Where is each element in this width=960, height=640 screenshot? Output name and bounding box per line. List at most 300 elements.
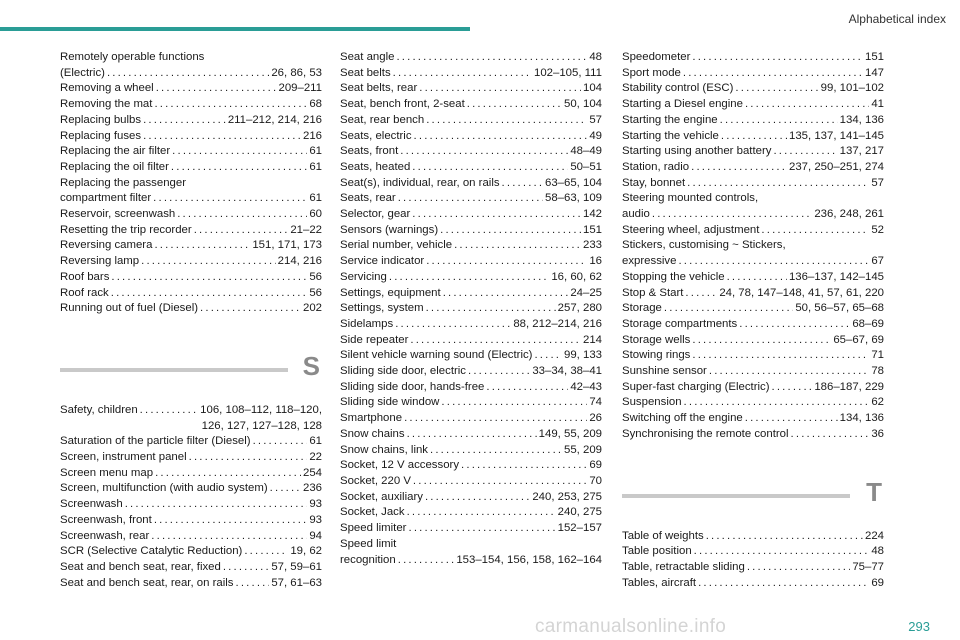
index-entry-pages: 52	[871, 223, 884, 236]
index-entry	[340, 238, 602, 254]
page-header-title: Alphabetical index	[848, 12, 946, 26]
dot-leader	[430, 443, 562, 459]
index-entry-label: Saturation of the particle filter (Diesel)	[60, 435, 251, 448]
dot-leader	[727, 270, 787, 286]
dot-leader	[791, 427, 870, 443]
index-entry	[60, 160, 322, 176]
dot-leader	[400, 144, 568, 160]
index-entry-pages: 61	[309, 145, 322, 158]
index-entry-label: Running out of fuel (Diesel)	[60, 302, 199, 315]
dot-leader	[440, 223, 581, 239]
dot-leader	[461, 458, 587, 474]
index-entry-label: Serial number, vehicle	[340, 239, 453, 252]
index-entry	[622, 317, 884, 333]
index-entry-label: Sunshine sensor	[622, 365, 707, 378]
index-entry	[622, 160, 884, 176]
dot-leader	[412, 160, 568, 176]
index-entry-label: Servicing	[340, 270, 387, 283]
index-entry-pages: 147	[864, 66, 884, 79]
dot-leader	[143, 129, 301, 145]
index-entry-label: Synchronising the remote control	[622, 427, 789, 440]
index-entry-label: Seats, heated	[340, 160, 411, 173]
index-entry-pages: 24–25	[570, 286, 602, 299]
index-entry-label: Removing a wheel	[60, 82, 154, 95]
index-entry-label: Storage compartments	[622, 317, 738, 330]
dot-leader	[177, 207, 307, 223]
index-entry-label: Stopping the vehicle	[622, 270, 725, 283]
index-entry-pages: 57	[871, 176, 884, 189]
index-entry-pages: 41	[871, 98, 884, 111]
index-entry	[340, 270, 602, 286]
index-entry-pages: 257, 280	[557, 302, 602, 315]
index-entry-pages: 75–77	[852, 560, 884, 573]
dot-leader	[407, 427, 537, 443]
index-entry-pages: 240, 253, 275	[532, 490, 602, 503]
index-entry	[60, 497, 322, 513]
index-entry-pages: 24, 78, 147–148, 41, 57, 61, 220	[719, 286, 884, 299]
index-entry	[60, 207, 322, 223]
index-entry-pages: 236	[302, 482, 322, 495]
index-entry	[340, 160, 602, 176]
index-entry-label: Screen, multifunction (with audio system)	[60, 482, 268, 495]
index-entry	[340, 254, 602, 270]
dot-leader	[692, 333, 831, 349]
index-entry	[622, 129, 884, 145]
index-entry-label: Seat(s), individual, rear, on rails	[340, 176, 500, 189]
index-entry-pages: 60	[309, 208, 322, 221]
index-entry-label: Seat, rear bench	[340, 113, 425, 126]
index-entry-label: Roof rack	[60, 286, 109, 299]
index-entry-pages: 57, 61–63	[271, 576, 322, 589]
dot-leader	[467, 97, 562, 113]
index-entry-label: Resetting the trip recorder	[60, 223, 192, 236]
index-entry-pages: 16, 60, 62	[551, 270, 602, 283]
index-entry-label: Snow chains, link	[340, 443, 429, 456]
index-entry-pages: 70	[589, 474, 602, 487]
index-entry	[622, 395, 884, 411]
dot-leader	[155, 466, 301, 482]
index-entry	[622, 81, 884, 97]
index-entry-pages: 202	[302, 302, 322, 315]
index-entry-label: Speed limiter	[340, 522, 407, 535]
dot-leader	[426, 301, 556, 317]
dot-leader	[698, 576, 869, 592]
index-entry	[622, 411, 884, 427]
index-entry-pages: 233	[582, 239, 602, 252]
index-entry	[622, 364, 884, 380]
index-entry-pages: 211–212, 214, 216	[227, 113, 322, 126]
index-entry	[340, 223, 602, 239]
index-entry	[60, 513, 322, 529]
index-entry-label: Settings, equipment	[340, 286, 441, 299]
dot-leader	[745, 97, 869, 113]
dot-leader	[773, 144, 837, 160]
dot-leader	[143, 113, 226, 129]
index-entry	[622, 380, 884, 396]
index-entry-heading: Remotely operable functions	[60, 51, 205, 63]
index-entry-label: Screenwash, front	[60, 513, 152, 526]
dot-leader	[425, 490, 530, 506]
index-entry-pages: 48	[589, 51, 602, 63]
dot-leader	[111, 286, 308, 302]
index-entry-label: Socket, Jack	[340, 506, 405, 519]
index-entry-pages: 134, 136	[839, 412, 884, 425]
index-entry-pages: 106, 108–112, 118–120,	[200, 403, 322, 416]
index-entry-label: Reservoir, screenwash	[60, 208, 176, 221]
index-entry	[622, 223, 884, 239]
index-entry-heading: Steering mounted controls,	[622, 192, 759, 205]
index-entry-pages: 224	[864, 529, 884, 542]
index-entry	[60, 481, 322, 497]
index-entry	[340, 333, 602, 349]
index-entry	[622, 544, 884, 560]
dot-leader	[111, 270, 307, 286]
index-entry-label: Seats, electric	[340, 129, 412, 142]
index-entry-pages: 21–22	[290, 223, 322, 236]
index-entry	[340, 129, 602, 145]
dot-leader	[398, 191, 543, 207]
index-entry	[340, 66, 602, 82]
index-entry-label: Stay, bonnet	[622, 176, 686, 189]
index-entry-pages: 102–105, 111	[534, 66, 602, 79]
index-entry-pages: 67	[871, 255, 884, 268]
index-entry-pages: 142	[582, 208, 602, 221]
index-entry-label: Sidelamps	[340, 317, 394, 330]
index-entry-label: Replacing the air filter	[60, 145, 171, 158]
index-entry	[340, 144, 602, 160]
dot-leader	[441, 395, 587, 411]
index-entry-pages: 254	[302, 466, 322, 479]
index-entry	[60, 560, 322, 576]
index-entry-pages: 135, 137, 141–145	[788, 129, 884, 142]
index-entry-label: Seat angle	[340, 51, 395, 63]
index-entry-pages: 69	[589, 459, 602, 472]
dot-leader	[426, 254, 587, 270]
dot-leader	[153, 191, 307, 207]
index-entry	[622, 270, 884, 286]
header-accent-bar	[0, 27, 470, 31]
index-entry	[622, 348, 884, 364]
index-entry-pages: 78	[871, 365, 884, 378]
dot-leader	[200, 301, 301, 317]
dot-leader	[486, 380, 568, 396]
index-entry	[340, 81, 602, 97]
dot-leader	[154, 238, 250, 254]
index-entry-pages: 136–137, 142–145	[788, 270, 884, 283]
index-entry-pages: 237, 250–251, 274	[788, 160, 884, 173]
index-entry-pages: 62	[871, 396, 884, 409]
index-entry-pages: 134, 136	[839, 113, 884, 126]
index-entry-pages: 33–34, 38–41	[532, 365, 602, 378]
dot-leader	[171, 160, 307, 176]
index-entry	[622, 207, 884, 223]
index-entry-label: (Electric)	[60, 66, 105, 79]
index-entry	[60, 223, 322, 239]
dot-leader	[141, 254, 276, 270]
dot-leader	[534, 348, 562, 364]
dot-leader	[236, 576, 270, 592]
index-entry-label: Seats, rear	[340, 192, 396, 205]
dot-leader	[223, 560, 269, 576]
index-entry-pages: 214	[582, 333, 602, 346]
index-entry	[60, 270, 322, 286]
index-entry-pages: 19, 62	[290, 545, 322, 558]
index-entry-pages: 50, 56–57, 65–68	[795, 302, 884, 315]
index-entry-pages: 214, 216	[277, 255, 322, 268]
index-entry	[60, 113, 322, 129]
dot-leader	[706, 529, 863, 545]
dot-leader	[410, 333, 581, 349]
index-entry-label: Roof bars	[60, 270, 110, 283]
index-entry	[60, 97, 322, 113]
index-entry-pages: 240, 275	[557, 506, 602, 519]
index-entry	[340, 348, 602, 364]
index-entry	[340, 207, 602, 223]
dot-leader	[709, 364, 869, 380]
index-entry-pages: 61	[309, 160, 322, 173]
index-entry-pages: 149, 55, 209	[538, 427, 602, 440]
index-entry-label: Starting using another battery	[622, 145, 772, 158]
index-entry-label: Storage	[622, 302, 662, 315]
index-entry-pages: 99, 101–102	[820, 82, 884, 95]
index-entry-pages: 36	[871, 427, 884, 440]
index-entry-label: Screenwash	[60, 498, 123, 511]
index-entry-label: Table of weights	[622, 529, 704, 542]
index-entry	[60, 529, 322, 545]
dot-leader	[443, 286, 569, 302]
index-entry-label: Socket, 220 V	[340, 474, 411, 487]
index-entry-pages: 94	[309, 529, 322, 542]
section-letter: T	[866, 476, 882, 507]
index-entry	[340, 113, 602, 129]
index-entry-label: Sport mode	[622, 66, 681, 79]
index-entry-pages: 186–187, 229	[814, 380, 884, 393]
index-entry-pages: 151	[582, 223, 602, 236]
index-entry-label: Reversing lamp	[60, 255, 140, 268]
dot-leader	[413, 474, 587, 490]
index-entry	[340, 458, 602, 474]
index-entry-pages: 50, 104	[563, 98, 602, 111]
index-entry-pages: 57, 59–61	[271, 560, 322, 573]
index-entry	[340, 301, 602, 317]
index-entry-pages: 151, 171, 173	[252, 239, 322, 252]
index-entry	[340, 443, 602, 459]
index-entry-label: Screen, instrument panel	[60, 451, 187, 464]
dot-leader	[398, 553, 455, 569]
dot-leader	[154, 97, 307, 113]
index-entry-pages: 151	[864, 51, 884, 63]
index-entry	[60, 466, 322, 482]
index-entry	[340, 364, 602, 380]
index-entry-label: Reversing camera	[60, 239, 153, 252]
index-entry-label: Seat and bench seat, rear, on rails	[60, 576, 234, 589]
index-entry-label: Stowing rings	[622, 349, 691, 362]
index-entry	[60, 254, 322, 270]
dot-leader	[468, 364, 530, 380]
index-entry-label: Sliding side window	[340, 396, 440, 409]
index-entry-continuation: 126, 127, 127–128, 128	[201, 419, 322, 432]
index-entry	[340, 521, 602, 537]
dot-leader	[154, 513, 308, 529]
section-rule	[622, 494, 850, 498]
index-column-2	[340, 50, 602, 568]
dot-leader	[194, 223, 289, 239]
index-entry-pages: 68	[309, 98, 322, 111]
index-entry	[60, 450, 322, 466]
index-entry	[60, 403, 322, 419]
index-entry-label: Super-fast charging (Electric)	[622, 380, 770, 393]
section-divider-s	[60, 345, 322, 391]
index-entry-pages: 209–211	[278, 82, 322, 95]
index-entry-pages: 42–43	[570, 380, 602, 393]
index-entry-label: Sliding side door, hands-free	[340, 380, 485, 393]
index-entry-label: Replacing the oil filter	[60, 160, 169, 173]
index-entry-pages: 99, 133	[563, 349, 602, 362]
index-entry	[340, 427, 602, 443]
index-entry	[340, 553, 602, 569]
index-entry-pages: 93	[309, 513, 322, 526]
index-entry	[60, 238, 322, 254]
index-entry-label: Screenwash, rear	[60, 529, 150, 542]
index-entry	[60, 81, 322, 97]
dot-leader	[685, 286, 717, 302]
index-entry-label: Seat, bench front, 2-seat	[340, 98, 465, 111]
index-entry-label: Tables, aircraft	[622, 576, 697, 589]
dot-leader	[745, 411, 838, 427]
index-entry-label: Starting a Diesel engine	[622, 98, 743, 111]
index-entry-label: Table, retractable sliding	[622, 560, 745, 573]
dot-leader	[393, 66, 532, 82]
index-entry-pages: 22	[309, 451, 322, 464]
dot-leader	[407, 505, 556, 521]
index-entry-label: compartment filter	[60, 192, 152, 205]
dot-leader	[419, 81, 581, 97]
section-letter: S	[302, 350, 320, 381]
index-entry-label: expressive	[622, 255, 677, 268]
index-entry-label: Stop & Start	[622, 286, 684, 299]
index-entry-pages: 56	[309, 270, 322, 283]
index-entry-pages: 48–49	[570, 145, 602, 158]
index-entry-label: audio	[622, 208, 650, 221]
index-entry-pages: 61	[309, 192, 322, 205]
index-entry	[622, 113, 884, 129]
dot-leader	[739, 317, 850, 333]
dot-leader	[404, 411, 587, 427]
index-entry	[340, 395, 602, 411]
index-entry	[340, 380, 602, 396]
dot-leader	[652, 207, 812, 223]
index-entry	[622, 301, 884, 317]
index-entry	[622, 66, 884, 82]
index-column-1	[60, 50, 322, 591]
index-entry	[60, 129, 322, 145]
index-entry-pages: 93	[309, 498, 322, 511]
page-number: 293	[908, 619, 930, 634]
index-entry	[622, 254, 884, 270]
index-entry	[340, 411, 602, 427]
index-entry	[340, 176, 602, 192]
index-entry-heading: Speed limit	[340, 537, 397, 550]
index-entry-label: Table position	[622, 545, 692, 558]
dot-leader	[125, 497, 308, 513]
dot-leader	[692, 50, 863, 66]
index-entry	[60, 576, 322, 592]
index-entry-label: Service indicator	[340, 255, 425, 268]
index-entry-label: Seats, front	[340, 145, 399, 158]
index-entry-pages: 216	[302, 129, 322, 142]
index-entry-label: Suspension	[622, 396, 682, 409]
dot-leader	[426, 113, 587, 129]
index-entry	[622, 427, 884, 443]
index-entry-pages: 58–63, 109	[544, 192, 602, 205]
index-entry-pages: 88, 212–214, 216	[513, 317, 602, 330]
index-entry-label: Replacing fuses	[60, 129, 142, 142]
index-entry	[60, 434, 322, 450]
index-entry	[622, 50, 884, 66]
index-entry	[340, 317, 602, 333]
index-entry-label: recognition	[340, 553, 396, 566]
index-entry-label: Starting the vehicle	[622, 129, 719, 142]
index-entry-label: Silent vehicle warning sound (Electric)	[340, 349, 533, 362]
index-entry-label: Screen menu map	[60, 466, 154, 479]
dot-leader	[772, 380, 813, 396]
dot-leader	[270, 481, 301, 497]
index-entry-pages: 49	[589, 129, 602, 142]
index-entry-pages: 69	[871, 576, 884, 589]
index-entry	[340, 50, 602, 66]
index-entry	[340, 286, 602, 302]
dot-leader	[412, 207, 581, 223]
index-entry	[340, 191, 602, 207]
index-entry-label: Safety, children	[60, 403, 138, 416]
index-entry	[60, 191, 322, 207]
dot-leader	[414, 129, 588, 145]
index-entry-pages: 104	[582, 82, 602, 95]
index-column-3	[622, 50, 884, 591]
index-entry	[340, 505, 602, 521]
section-divider-t	[622, 471, 884, 517]
index-entry	[622, 576, 884, 592]
dot-leader	[395, 317, 511, 333]
index-entry-pages: 137, 217	[839, 145, 884, 158]
index-entry-label: Station, radio	[622, 160, 690, 173]
dot-leader	[692, 348, 869, 364]
index-entry-pages: 56	[309, 286, 322, 299]
index-entry	[60, 301, 322, 317]
dot-leader	[140, 403, 199, 419]
section-rule	[60, 368, 288, 372]
index-entry	[340, 97, 602, 113]
index-entry-label: Snow chains	[340, 427, 405, 440]
dot-leader	[687, 176, 869, 192]
index-entry-pages: 16	[589, 255, 602, 268]
index-entry	[622, 176, 884, 192]
dot-leader	[244, 544, 288, 560]
index-entry-pages: 68–69	[852, 317, 884, 330]
dot-leader	[389, 270, 549, 286]
index-entry-label: Switching off the engine	[622, 412, 743, 425]
index-entry-label: Seat and bench seat, rear, fixed	[60, 560, 221, 573]
index-entry-label: SCR (Selective Catalytic Reduction)	[60, 545, 243, 558]
dot-leader	[664, 301, 793, 317]
dot-leader	[396, 50, 587, 66]
index-entry-pages: 236, 248, 261	[814, 208, 884, 221]
dot-leader	[502, 176, 543, 192]
index-entry-label: Side repeater	[340, 333, 409, 346]
dot-leader	[678, 254, 869, 270]
index-entry	[622, 97, 884, 113]
index-entry-pages: 63–65, 104	[544, 176, 602, 189]
